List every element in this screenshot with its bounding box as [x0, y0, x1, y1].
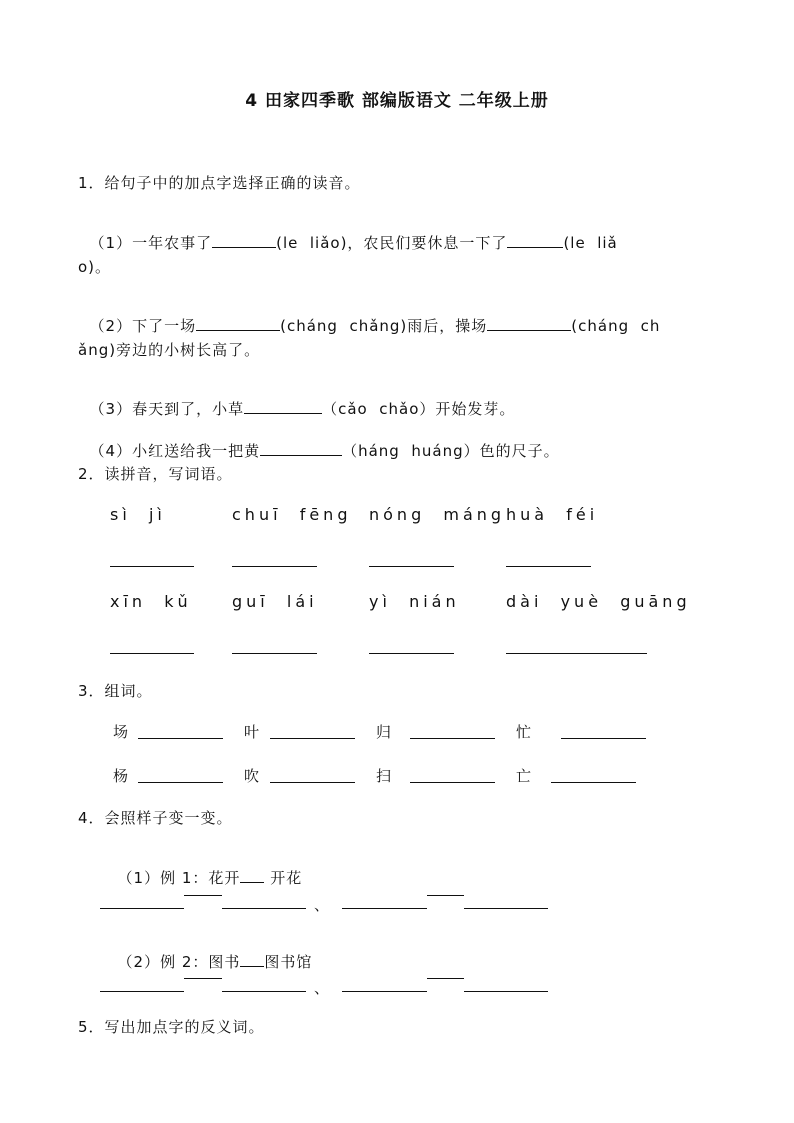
example-blank	[240, 954, 264, 967]
q1-line4	[78, 422, 560, 461]
word-char: 吹	[244, 767, 260, 785]
example2-result: 图书馆	[264, 953, 313, 971]
answer-blank[interactable]	[196, 316, 280, 331]
word-char: 忙	[516, 723, 532, 741]
answer-line[interactable]	[506, 653, 647, 654]
q1-l1d: o)。	[78, 258, 112, 276]
word-char: 场	[113, 723, 129, 741]
word-char: 归	[376, 723, 392, 741]
q1-l3b: （cǎo chǎo）开始发芽。	[322, 400, 516, 418]
answer-line[interactable]	[222, 908, 306, 909]
q1-line3	[78, 380, 515, 419]
q1-l4a: （4）小红送给我一把黄	[89, 442, 261, 460]
answer-line[interactable]	[270, 782, 355, 783]
q1-l2d: ǎng)旁边的小树长高了。	[78, 341, 261, 359]
separator: 、	[314, 896, 330, 914]
q1-heading: 1．给句子中的加点字选择正确的读音。	[78, 174, 361, 192]
q1-line2	[78, 297, 660, 336]
q1-l2b: (cháng chǎng)雨后，操场	[280, 317, 488, 335]
q1-l1c: (le liǎ	[563, 234, 618, 252]
pinyin: huà féi	[506, 505, 599, 524]
pinyin: yì nián	[369, 592, 460, 611]
answer-line[interactable]	[506, 566, 591, 567]
answer-line[interactable]	[410, 782, 495, 783]
answer-blank[interactable]	[260, 441, 342, 456]
answer-line[interactable]	[138, 782, 223, 783]
example1-result: 开花	[270, 869, 303, 887]
word-char: 扫	[376, 767, 392, 785]
q1-l4b: （háng huáng）色的尺子。	[342, 442, 560, 460]
separator: 、	[314, 979, 330, 997]
example-blank	[240, 870, 264, 883]
answer-line[interactable]	[100, 908, 184, 909]
q3-heading: 3．组词。	[78, 682, 153, 700]
word-char: 亡	[516, 767, 532, 785]
answer-line[interactable]	[551, 782, 636, 783]
answer-line[interactable]	[110, 653, 194, 654]
answer-line[interactable]	[410, 738, 495, 739]
answer-line[interactable]	[232, 566, 317, 567]
answer-blank[interactable]	[507, 233, 563, 248]
page-title: 4 田家四季歌 部编版语文 二年级上册	[245, 91, 549, 111]
connector-line	[184, 978, 222, 979]
example2-label: （2）例 2：图书	[117, 953, 241, 971]
pinyin: sì jì	[110, 505, 166, 524]
answer-blank[interactable]	[487, 316, 571, 331]
answer-blank[interactable]	[244, 399, 322, 414]
q4-heading: 4．会照样子变一变。	[78, 809, 233, 827]
pinyin: guī lái	[232, 592, 318, 611]
connector-line	[427, 895, 464, 896]
q1-l1b: (le liǎo)，农民们要休息一下了	[276, 234, 508, 252]
pinyin: chuī fēng	[232, 505, 352, 524]
answer-line[interactable]	[138, 738, 223, 739]
q1-l1a: （1）一年农事了	[89, 234, 213, 252]
q4-example2	[106, 933, 312, 972]
answer-line[interactable]	[270, 738, 355, 739]
pinyin: xīn kǔ	[110, 592, 192, 611]
pinyin: dài yuè guāng	[506, 592, 691, 611]
pinyin: nóng máng	[369, 505, 506, 524]
answer-line[interactable]	[100, 991, 184, 992]
connector-line	[184, 895, 222, 896]
answer-line[interactable]	[342, 908, 427, 909]
answer-line[interactable]	[464, 908, 548, 909]
q4-example1	[106, 849, 302, 888]
answer-line[interactable]	[222, 991, 306, 992]
word-char: 叶	[244, 723, 260, 741]
q1-l2c: (cháng ch	[571, 317, 661, 335]
connector-line	[427, 978, 464, 979]
q1-l3a: （3）春天到了，小草	[89, 400, 245, 418]
answer-line[interactable]	[561, 738, 646, 739]
answer-line[interactable]	[232, 653, 317, 654]
answer-blank[interactable]	[212, 233, 276, 248]
q2-heading: 2．读拼音，写词语。	[78, 465, 233, 483]
answer-line[interactable]	[464, 991, 548, 992]
answer-line[interactable]	[110, 566, 194, 567]
q5-heading: 5．写出加点字的反义词。	[78, 1018, 265, 1036]
word-char: 杨	[113, 767, 129, 785]
answer-line[interactable]	[369, 653, 454, 654]
answer-line[interactable]	[369, 566, 454, 567]
answer-line[interactable]	[342, 991, 427, 992]
q1-line1	[78, 214, 618, 253]
q1-l2a: （2）下了一场	[89, 317, 197, 335]
example1-label: （1）例 1：花开	[117, 869, 241, 887]
